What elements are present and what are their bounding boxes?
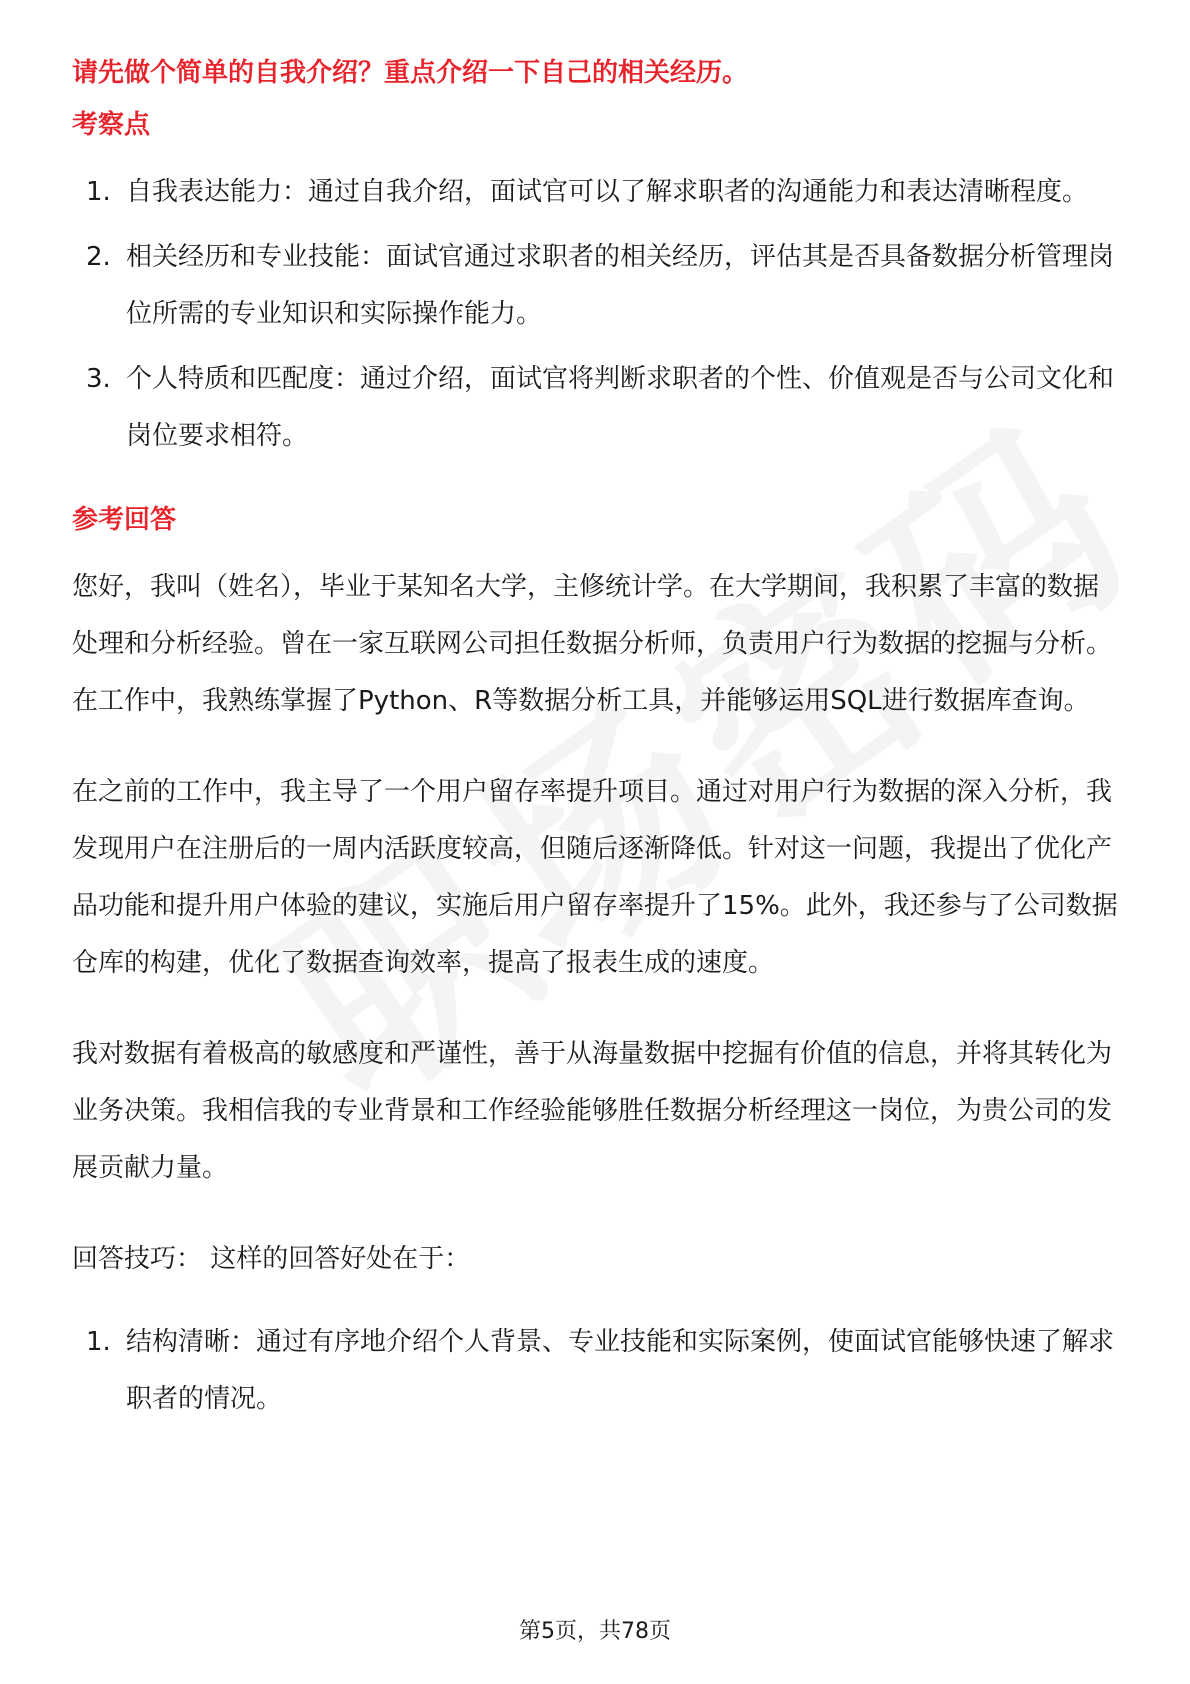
tips-intro: 回答技巧： 这样的回答好处在于：	[72, 1244, 471, 1274]
list-item-text: 个人特质和匹配度：通过介绍，面试官将判断求职者的个性、价值观是否与公司文化和岗位要求相符。	[126, 364, 1115, 451]
section-title-kaocha: 考察点	[72, 110, 151, 140]
list-item-number: 3.	[86, 364, 111, 394]
section-title-answer: 参考回答	[72, 505, 177, 535]
page-footer: 第5页，共78页	[519, 1619, 671, 1644]
document-page	[72, 48, 1120, 1428]
list-item-text: 自我表达能力：通过自我介绍，面试官可以了解求职者的沟通能力和表达清晰程度。	[126, 177, 1089, 207]
list-item	[72, 164, 1120, 221]
answer-paragraph-2: 在之前的工作中，我主导了一个用户留存率提升项目。通过对用户行为数据的深入分析，我发现用户在注册后的一周内活跃度较高，但随后逐渐降低。针对这一问题，我提出了优化产品功能和提升用户体验的建议，实施后用户留存率提升了15%。此外，我还参与了公司数据仓库的构建，优化了数据查询效率，提高了报表生成的速度。	[72, 777, 1118, 978]
tips-list	[72, 1314, 1120, 1428]
question-heading: 请先做个简单的自我介绍？重点介绍一下自己的相关经历。	[72, 58, 749, 88]
answer-paragraph-3: 我对数据有着极高的敏感度和严谨性，善于从海量数据中挖掘有价值的信息，并将其转化为业务决策。我相信我的专业背景和工作经验能够胜任数据分析经理这一岗位，为贵公司的发展贡献力量。	[72, 1039, 1113, 1183]
kaocha-list	[72, 164, 1120, 465]
list-item-text: 相关经历和专业技能：面试官通过求职者的相关经历，评估其是否具备数据分析管理岗位所需的专业知识和实际操作能力。	[126, 242, 1115, 329]
list-item-text: 结构清晰：通过有序地介绍个人背景、专业技能和实际案例，使面试官能够快速了解求职者的情况。	[126, 1327, 1115, 1414]
list-item	[72, 1314, 1120, 1428]
list-item-number: 1.	[86, 1327, 111, 1357]
answer-paragraph-1: 您好，我叫（姓名），毕业于某知名大学，主修统计学。在大学期间，我积累了丰富的数据处理和分析经验。曾在一家互联网公司担任数据分析师，负责用户行为数据的挖掘与分析。在工作中，我熟练掌握了Python、R等数据分析工具，并能够运用SQL进行数据库查询。	[72, 572, 1113, 716]
list-item	[72, 351, 1120, 465]
list-item	[72, 229, 1120, 343]
list-item-number: 2.	[86, 242, 111, 272]
list-item-number: 1.	[86, 177, 111, 207]
